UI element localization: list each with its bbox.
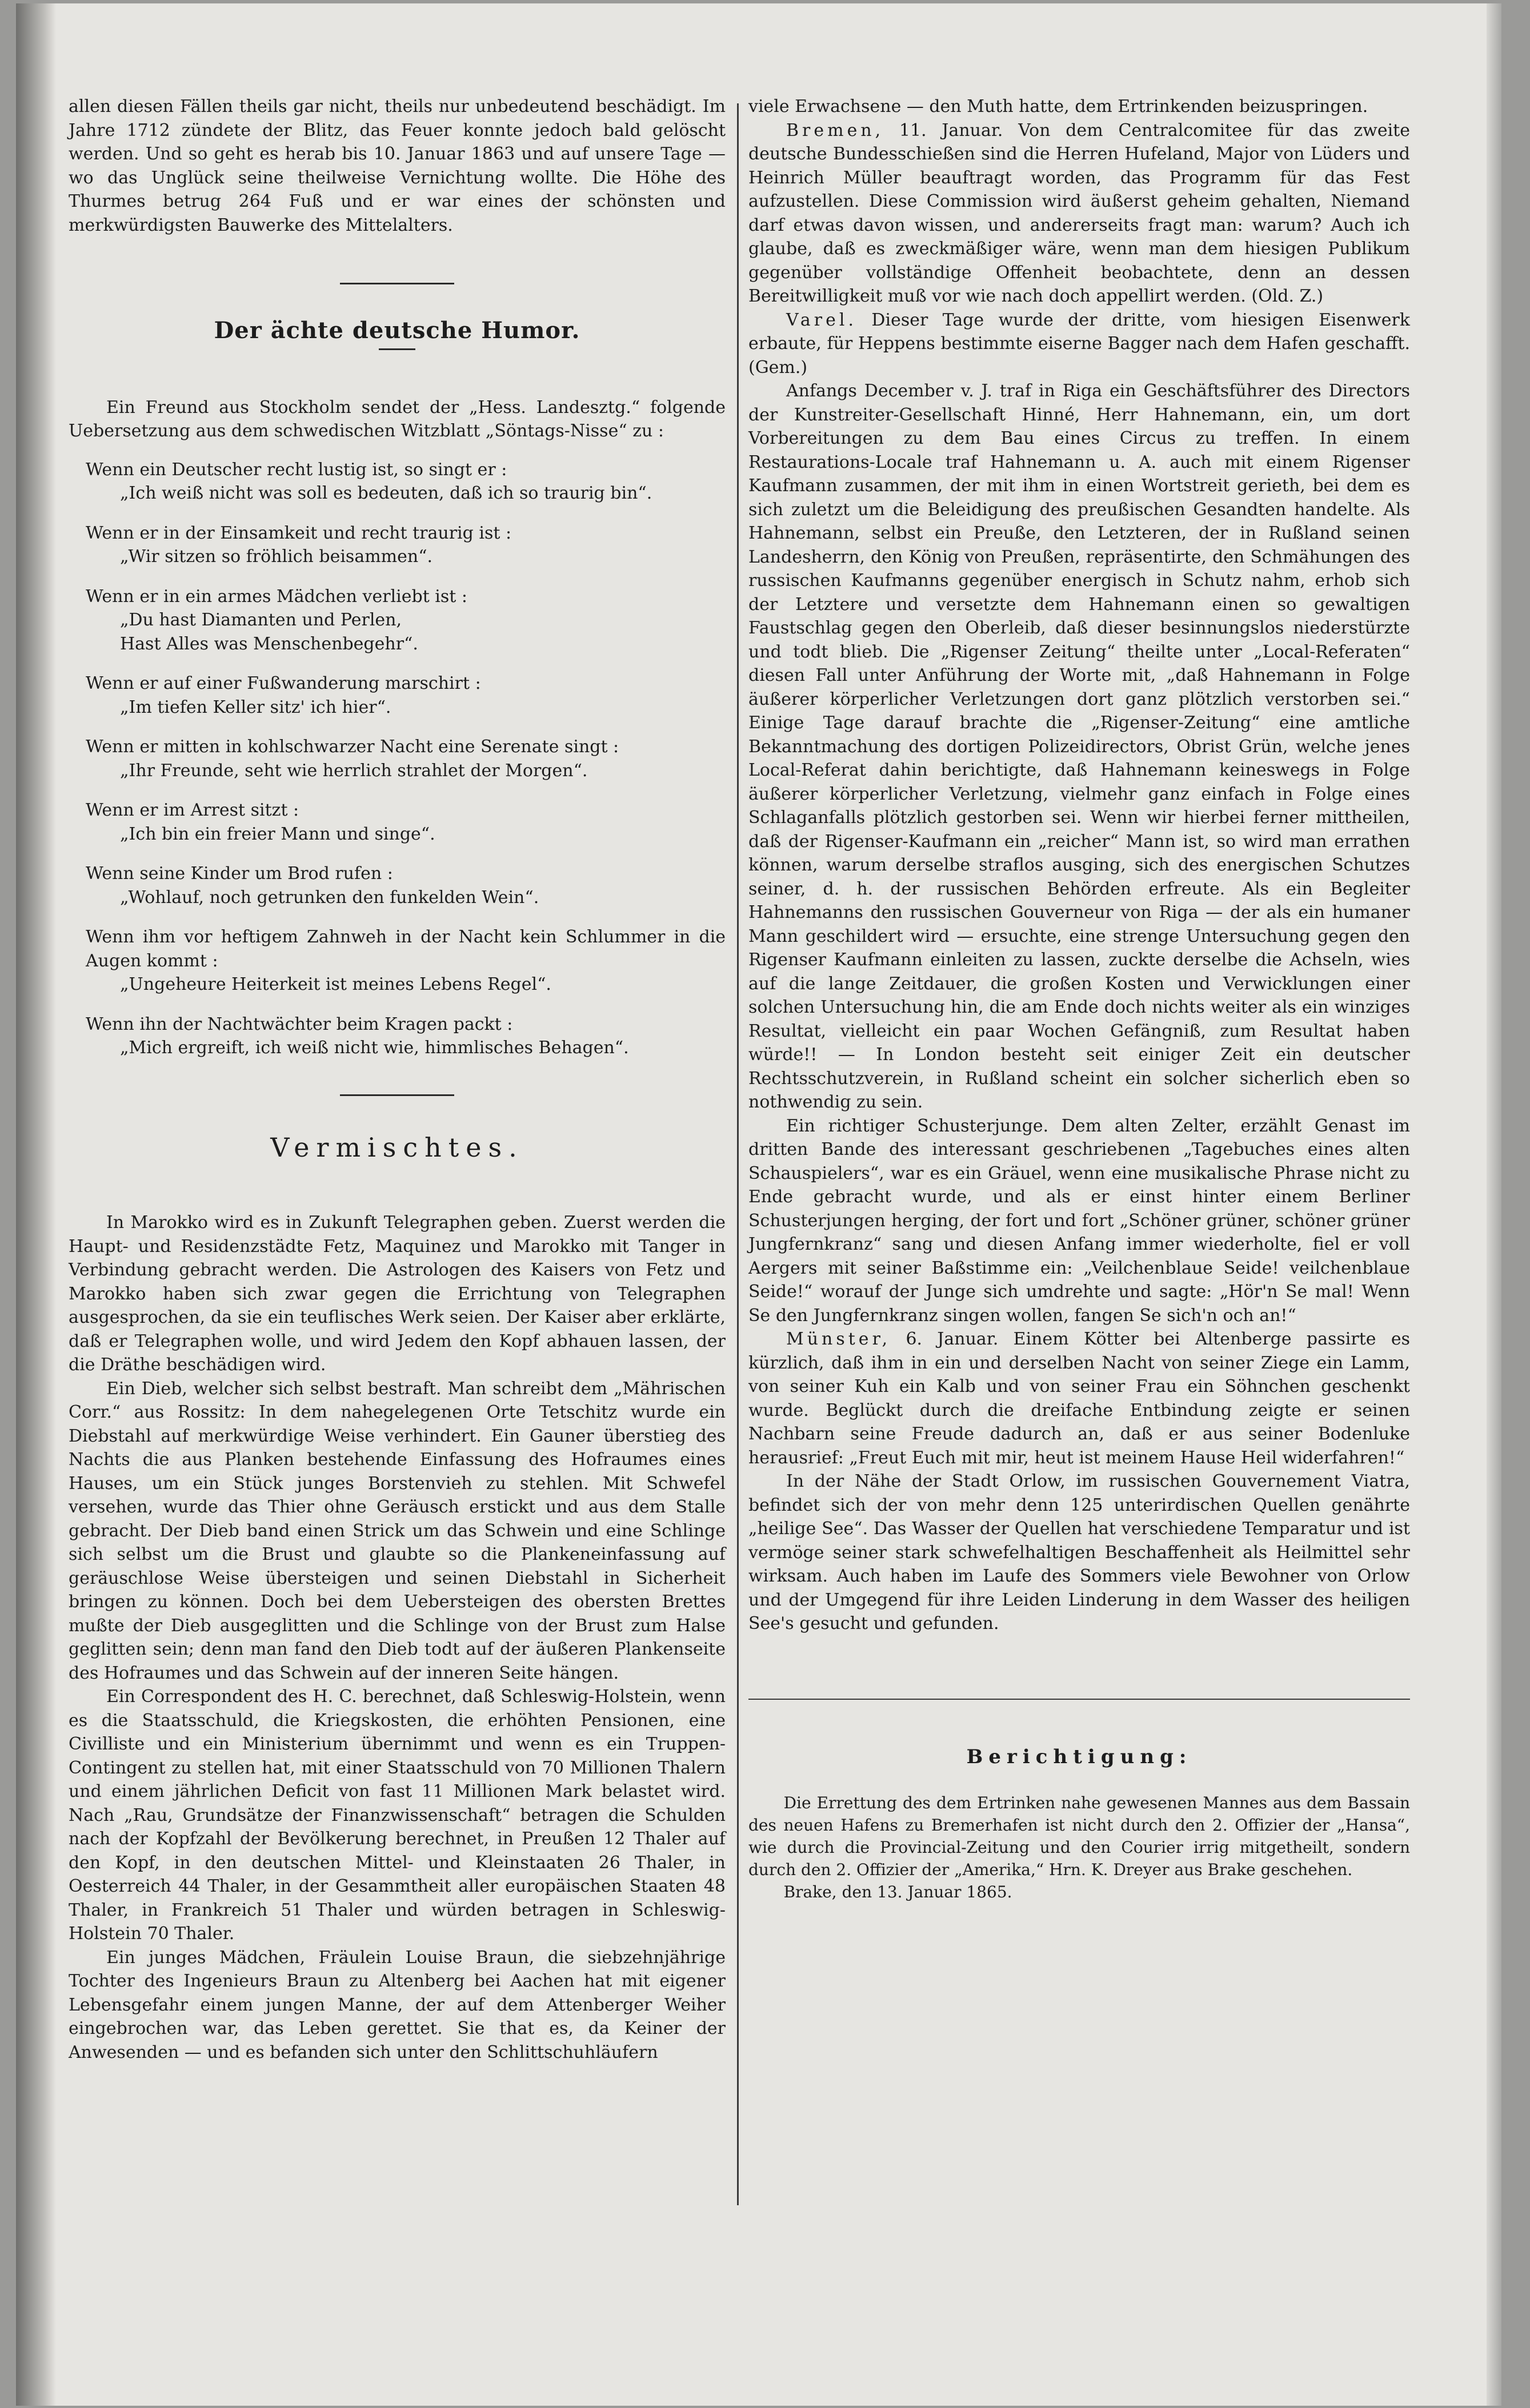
- correction-sign: Brake, den 13. Januar 1865.: [783, 1883, 1012, 1901]
- section-rule: [748, 1699, 1410, 1700]
- stanza-song: Hast Alles was Menschenbegehr“.: [120, 633, 418, 654]
- intro-paragraph: allen diesen Fällen theils gar nicht, theils nur unbedeutend beschädigt. Im Jahre 1712 zündete der Blitz, das Feuer konnte jedoch bald gelöscht werden. Und so geht es herab bis 10. Januar 1863 und auf unsere Tage — wo das Unglück seine theilweise Vernichtung wollte. Die Höhe des Thurmes betrug 264 Fuß und er war eines der schönsten und merkwürdigsten Bauwerke des Mittelalters.: [69, 97, 726, 235]
- page-edge: [1487, 3, 1501, 2406]
- poem-stanza: [69, 862, 726, 909]
- heading-rule: [379, 348, 415, 350]
- misc-articles: [69, 1211, 726, 2064]
- poem-stanza: [69, 521, 726, 569]
- misc-heading: Vermischtes.: [270, 1131, 524, 1163]
- poem-stanza: [69, 735, 726, 782]
- poem-stanza: [69, 925, 726, 997]
- poem-stanza: [69, 585, 726, 656]
- right-column: [748, 95, 1410, 1903]
- article-paragraph: [748, 379, 1410, 1114]
- stanza-condition: Wenn er auf einer Fußwanderung marschirt :: [86, 673, 481, 693]
- correction-text: Die Errettung des dem Ertrinken nahe gewesenen Mannes aus dem Bassain des neuen Hafens zu Bremerhafen ist nicht durch den 2. Offizier der „Hansa“, wie durch die Provincial-Zeitung und den Courier irrig mitgetheilt, sondern durch den 2. Offizier der „Amerika,“ Hrn. K. Dreyer aus Brake geschehen.: [748, 1793, 1410, 1879]
- article-body: Ein richtiger Schusterjunge. Dem alten Zelter, erzählt Genast im dritten Bande des interessant geschriebenen „Tagebuches eines alten Schauspielers“, war es ein Gräuel, wenn eine musikalische Phrase nicht zu Ende gebracht wurde, und als er einst hinter einem Berliner Schusterjungen herging, der fort und fort „Schöner grüner, schöner grüner Jungfernkranz“ sang und diesen Anfang immer wiederholte, fiel er voll Aergers mit seiner Baßstimme ein: „Veilchenblaue Seide! veilchenblaue Seide!“ worauf der Junge sich umdrehte und sagte: „Hör'n Se mal! Wenn Se den Jungfernkranz singen wollen, fangen Se sich'n och an!“: [748, 1115, 1410, 1326]
- stanza-song: „Ich bin ein freier Mann und singe“.: [120, 824, 435, 844]
- article-body: 6. Januar. Einem Kötter bei Altenberge passirte es kürzlich, daß ihm in ein und derselben Nacht von seiner Ziege ein Lamm, von seiner Kuh ein Kalb und von seiner Frau ein Söhnchen geschenkt wurde. Beglückt durch die dreifache Entbindung zeigte er seinen Nachbarn seine Freude dadurch an, daß er aus seiner Bodenluke herausrief: „Freut Euch mit mir, heut ist meinem Hause Heil widerfahren!“: [748, 1329, 1410, 1468]
- column-divider: [737, 103, 739, 2205]
- article-paragraph: [748, 308, 1410, 380]
- left-column: [69, 95, 726, 2064]
- stanza-condition: Wenn ihm vor heftigem Zahnweh in der Nacht kein Schlummer in die Augen kommt :: [86, 927, 726, 971]
- article-paragraph: Ein junges Mädchen, Fräulein Louise Braun, die siebzehnjährige Tochter des Ingenieurs Braun zu Altenberg bei Aachen hat mit eigener Lebensgefahr einem jungen Manne, der auf dem Attenberger Weiher eingebrochen war, das Leben gerettet. Sie that es, da Keiner der Anwesenden — und es befanden sich unter den Schlittschuhläufern: [69, 1947, 726, 2062]
- humor-heading: Der ächte deutsche Humor.: [214, 317, 580, 344]
- article-paragraph: [748, 1327, 1410, 1470]
- humor-intro: Ein Freund aus Stockholm sendet der „Hess. Landesztg.“ folgende Uebersetzung aus dem schwedischen Witzblatt „Söntags-Nisse“ zu :: [69, 397, 726, 441]
- dateline: Varel.: [786, 310, 858, 330]
- stanza-song: „Wohlauf, noch getrunken den funkelden Wein“.: [120, 887, 539, 908]
- newspaper-page: [16, 3, 1501, 2406]
- article-paragraph: [748, 95, 1410, 119]
- stanza-condition: Wenn er im Arrest sitzt :: [86, 800, 299, 820]
- stanza-song: „Du hast Diamanten und Perlen,: [120, 610, 402, 630]
- right-articles: [748, 95, 1410, 1636]
- stanza-song: „Wir sitzen so fröhlich beisammen“.: [120, 547, 433, 567]
- stanza-song: „Im tiefen Keller sitz' ich hier“.: [120, 697, 391, 717]
- stanza-condition: Wenn er in ein armes Mädchen verliebt ist :: [86, 586, 467, 607]
- article-paragraph: [748, 1470, 1410, 1636]
- poem-stanza: [69, 798, 726, 846]
- stanza-condition: Wenn ihn der Nachtwächter beim Kragen packt :: [86, 1014, 513, 1034]
- article-body: Anfangs December v. J. traf in Riga ein Geschäftsführer des Directors der Kunstreiter-Gesellschaft Hinné, Herr Hahnemann, ein, um dort Vorbereitungen zu dem Bau eines Circus zu treffen. In einem Restaurations-Locale traf Hahnemann u. A. auch mit einem Rigenser Kaufmann zusammen, der mit ihm in einen Wortstreit gerieth, bei dem es sich zuletzt um die Beleidigung des preußischen Gesandten handelte. Als Hahnemann, selbst ein Preuße, den Letzteren, der in Rußland seinen Landesherrn, den König von Preußen, repräsentirte, den Schmähungen des russischen Kaufmanns gegenüber energisch in Schutz nahm, erhob sich der Letztere und versetzte dem Hahnemann einen so gewaltigen Faustschlag gegen den Oberleib, daß dieser besinnungslos niederstürzte und todt blieb. Die „Rigenser Zeitung“ theilte unter „Local-Referaten“ diesen Fall unter Anführung der Worte mit, „daß Hahnemann in Folge äußerer körperlicher Verletzungen dort ganz plötzlich verstorben sei.“ Einige Tage darauf brachte die „Rigenser-Zeitung“ eine amtliche Bekanntmachung des dortigen Polizeidirectors, Obrist Grün, welche jenes Local-Referat dahin berichtigte, daß Hahnemann keineswegs in Folge äußerer körperlicher Verletzung, vielmehr ganz einfach in Folge eines Schlaganfalls plötzlich gestorben sei. Wenn wir hierbei ferner mittheilen, daß der Rigenser-Kaufmann ein „reicher“ Mann ist, so wird man errathen können, warum derselbe straflos ausging, sich des energischen Schutzes seiner, d. h. der russischen Behörden erfreute. Als ein Begleiter Hahnemanns den russischen Gouverneur von Riga — der als ein humaner Mann geschildert wird — ersuchte, eine strenge Untersuchung gegen den Rigenser Kaufmann einleiten zu lassen, zuckte derselbe die Achseln, wies auf die lange Zeitdauer, die großen Kosten und Verwicklungen einer solchen Untersuchung hin, die am Ende doch nichts weiter als ein winziges Resultat, vielleicht ein paar Wochen Gefängniß, zum Resultat haben würde!! — In London besteht seit einiger Zeit ein deutscher Rechtsschutzverein, in Rußland scheint ein solcher sicherlich eben so nothwendig zu sein.: [748, 381, 1410, 1112]
- stanza-song: „Ihr Freunde, seht wie herrlich strahlet der Morgen“.: [120, 760, 588, 781]
- article-body: In der Nähe der Stadt Orlow, im russischen Gouvernement Viatra, befindet sich der von mehr denn 125 unterirdischen Quellen genährte „heilige See“. Das Wasser der Quellen hat verschiedene Temparatur und ist vermöge seiner stark schwefelhaltigen Beschaffenheit als Heilmittel sehr wirksam. Auch haben im Laufe des Sommers viele Bewohner von Orlow und der Umgegend für ihre Leiden Linderung in dem Wasser des heiligen See's gesucht und gefunden.: [748, 1471, 1410, 1634]
- stanza-song: „Ungeheure Heiterkeit ist meines Lebens Regel“.: [120, 974, 551, 994]
- poem-stanza: [69, 1013, 726, 1060]
- stanza-song: „Mich ergreift, ich weiß nicht wie, himmlisches Behagen“.: [120, 1038, 629, 1058]
- stanza-song: „Ich weiß nicht was soll es bedeuten, daß ich so traurig bin“.: [120, 483, 652, 503]
- article-body: 11. Januar. Von dem Centralcomitee für das zweite deutsche Bundesschießen sind die Herren Hufeland, Major von Lüders und Heinrich Müller beauftragt worden, das Programm für das Fest aufzustellen. Diese Commission wird äußerst geheim gehalten, Niemand darf etwas davon wissen, und andererseits fragt man: warum? Auch ich glaube, daß es zweckmäßiger wäre, wenn man dem hiesigen Publikum gegenüber vollständige Offenheit beobachtete, denn an dessen Bereitwilligkeit muß vor wie nach doch appellirt werden. (Old. Z.): [748, 120, 1410, 306]
- article-paragraph: Ein Dieb, welcher sich selbst bestraft. Man schreibt dem „Mährischen Corr.“ aus Rossitz: In dem nahegelegenen Orte Tetschitz wurde ein Diebstahl auf merkwürdige Weise verhindert. Ein Gauner überstieg des Nachts die aus Planken bestehende Einfassung des Hofraumes eines Hauses, um ein Stück junges Borstenvieh zu stehlen. Mit Schwefel versehen, wurde das Thier ohne Geräusch erstickt und aus dem Stalle gebracht. Der Dieb band einen Strick um das Schwein und eine Schlinge sich selbst um die Brust und glaubte so die Plankeneinfassung auf geräuschlose Weise übersteigen und seinen Diebstahl in Sicherheit bringen zu können. Doch bei dem Uebersteigen des obersten Brettes mußte der Dieb ausgeglitten und die Schlinge von der Brust zum Halse geglitten sein; denn man fand den Dieb todt auf der äußeren Plankenseite des Hofraumes und das Schwein auf der inneren Seite hängen.: [69, 1378, 726, 1683]
- correction-heading: Berichtigung:: [966, 1745, 1192, 1768]
- book-spine: [16, 3, 56, 2406]
- article-paragraph: [748, 119, 1410, 308]
- poem-stanza: [69, 458, 726, 505]
- article-paragraph: In Marokko wird es in Zukunft Telegraphen geben. Zuerst werden die Haupt- und Residenzstädte Fetz, Maquinez und Marokko mit Tanger in Verbindung gebracht werden. Die Astrologen des Kaisers von Fetz und Marokko haben sich zwar gegen die Errichtung von Telegraphen ausgesprochen, da sie ein teuflisches Werk seien. Der Kaiser aber erklärte, daß er Telegraphen wolle, und wird Jedem den Kopf abhauen lassen, der die Dräthe beschädigen wird.: [69, 1213, 726, 1375]
- section-rule: [340, 1094, 454, 1096]
- stanza-condition: Wenn ein Deutscher recht lustig ist, so singt er :: [86, 459, 507, 480]
- article-body: viele Erwachsene — den Muth hatte, dem Ertrinkenden beizuspringen.: [748, 97, 1368, 117]
- stanza-condition: Wenn seine Kinder um Brod rufen :: [86, 864, 393, 884]
- stanza-condition: Wenn er in der Einsamkeit und recht traurig ist :: [86, 523, 512, 543]
- poem: [69, 458, 726, 1060]
- poem-stanza: [69, 672, 726, 719]
- article-paragraph: Ein Correspondent des H. C. berechnet, daß Schleswig-Holstein, wenn es die Staatsschuld, die Kriegskosten, die erhöhten Pensionen, eine Civilliste und ein Ministerium übernimmt und wenn es ein Truppen-Contingent zu stellen hat, mit einer Staatsschuld von 70 Millionen Thalern und einem jährlichen Deficit von fast 11 Millionen Mark belastet wird. Nach „Rau, Grundsätze der Finanzwissenschaft“ betragen die Schulden nach der Kopfzahl der Bevölkerung berechnet, in Preußen 12 Thaler auf den Kopf, in den deutschen Mittel- und Kleinstaaten 26 Thaler, in Oesterreich 44 Thaler, in der Gesammtheit aller europäischen Staaten 48 Thaler, in Frankreich 51 Thaler und würden betragen in Schleswig-Holstein 70 Thaler.: [69, 1687, 726, 1944]
- stanza-condition: Wenn er mitten in kohlschwarzer Nacht eine Serenate singt :: [86, 737, 619, 757]
- article-body: Dieser Tage wurde der dritte, vom hiesigen Eisenwerk erbaute, für Heppens bestimmte eiserne Bagger nach dem Hafen geschafft. (Gem.): [748, 310, 1410, 378]
- article-paragraph: [748, 1114, 1410, 1328]
- dateline: Bremen,: [786, 120, 884, 141]
- dateline: Münster,: [786, 1329, 891, 1349]
- section-rule: [340, 283, 454, 284]
